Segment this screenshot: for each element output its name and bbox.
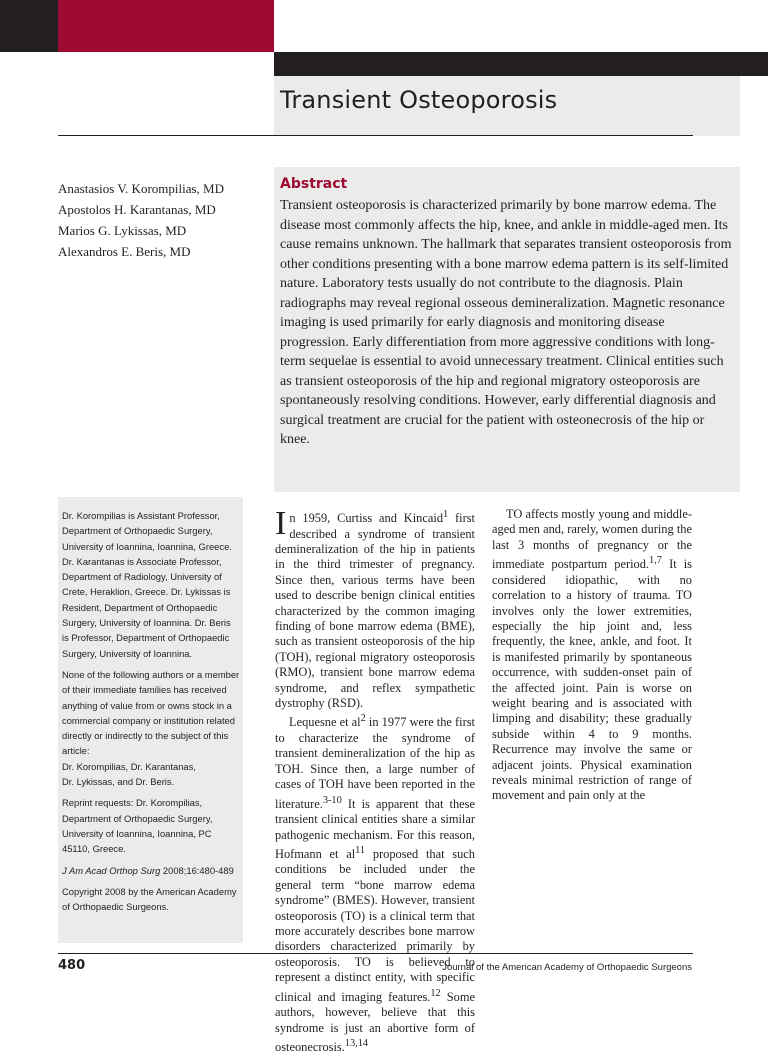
body-paragraph [275,711,475,1055]
disclosure-names: Dr. Korompilias, Dr. Karantanas, [62,760,196,772]
body-text: TO affects mostly young and middle-aged men and, rarely, women during the last 3 months of pregnancy or the immediate postpartum period. [492,507,692,572]
disclosure [62,667,240,789]
body-text: It is considered idiopathic, with no correlation to a history of trauma. TO involves only the lower extremities, especially the hip joint and, less frequently, the knee, ankle, and foot. It is manifested primarily by spontaneous occurrence, with sudden-onset pain of the affected joint. Pain is worse on weight bearing and is associated with limping and disability; these gradually subside within 4 to 9 months. Recurrence may involve the same or adjacent joints. Physical examination reveals minimal restriction of range of movement and pain only at the [492,557,693,803]
reference: 13,14 [344,1038,369,1050]
citation [62,863,240,878]
top-rule [58,135,693,136]
article-title: Transient Osteoporosis [280,86,558,114]
disclosure-names: Dr. Lykissas, and Dr. Beris. [62,776,175,788]
drop-cap: I [275,505,287,542]
header-block-red [58,0,274,52]
disclosure-text: None of the following authors or a member of their immediate families has received anything of value from or owns stock in a commercial company or institution related directly or indirectly to the subject of this article: [62,668,240,757]
body-text: It is apparent that these transient clinical entities share a similar pathogenic mechanism. For this reason, Hofmann et al [275,796,475,862]
citation-details: 2008;16:480-489 [160,864,234,876]
reference: 11 [355,844,366,856]
abstract-text: Transient osteoporosis is characterized primarily by bone marrow edema. The disease most commonly affects the hip, knee, and ankle in middle-aged men. Its cause remains unknown. The hallmark that separates transient osteoporosis from other conditions presenting with a bone marrow edema pattern is its self-limited nature. Laboratory tests usually do not contribute to the diagnosis. Plain radiographs may reveal regional osseous demineralization. Magnetic resonance imaging is used primarily for early diagnosis and monitoring disease progression. Early differentiation from more aggressive conditions with long-term sequelae is essential to avoid unnecessary treatment. Clinical entities such as transient osteoporosis of the hip and regional migratory osteoporosis are spontaneously resolving conditions. However, early differential diagnosis and surgical treatment are crucial for the patient with osteonecrosis of the hip or knee. [280,198,732,447]
page-number: 480 [58,958,86,973]
body-text: proposed that such conditions be included under the general term “bone marrow edema syndrome” (BMES). However, transient osteoporosis (TO) is a clinical term that more accurately describes bone marrow disorders characterized primarily by osteoporosis. TO is believed to represent a distinct entity, with specific clinical and imaging features. [275,847,475,1004]
author-info-sidebar [62,508,240,920]
bottom-rule [58,953,693,954]
body-text: Some authors, however, believe that this syndrome is just an abortive form of osteonecrosis. [275,989,475,1055]
reference: 2 [360,713,366,725]
copyright: Copyright 2008 by the American Academy of Orthopaedic Surgeons. [62,885,237,913]
body-text: in 1977 were the first to characterize the syndrome of transient demineralization of the hip as TOH. Since then, a large number of cases of TOH have been reported in the literature. [275,715,475,811]
body-paragraph [275,507,475,711]
abstract-heading: Abstract [280,176,348,192]
author-name: Alexandros E. Beris, MD [58,244,191,259]
header-block-black [0,0,58,52]
body-text: n 1959, Curtiss and Kincaid [289,511,444,526]
reference: 3-10 [322,794,342,806]
reference: 1 [443,509,449,520]
author-list [58,178,224,262]
body-paragraph [492,507,692,804]
affiliations: Dr. Korompilias is Assistant Professor, Department of Orthopaedic Surgery, University of Ioannina, Ioannina, Greece. Dr. Karantanas is Associate Professor, Department of Radiology, University of Crete, Heraklion, Greece. Dr. Lykissas is Resident, Department of Orthopaedic Surgery, University of Ioannina. Dr. Beris is Professor, Department of Orthopaedic Surgery, University of Ioannina. [62,510,232,659]
reference: 12 [430,987,441,999]
journal-name: Journal of the American Academy of Orthopaedic Surgeons [442,962,692,973]
citation-journal: J Am Acad Orthop Surg [62,864,161,876]
body-text: Lequesne et al [289,715,361,730]
header-bar [274,52,768,76]
reprint-requests: Reprint requests: Dr. Korompilias, Department of Orthopaedic Surgery, University of Ioannina, Ioannina, PC 45110, Greece. [62,797,213,855]
body-text: first described a syndrome of transient demineralization of the hip in patients in the third trimester of pregnancy. Since then, various terms have been used to describe benign clinical entities characterized by the common imaging finding of bone marrow edema (BME), such as transient osteoporosis of the hip (TOH), regional migratory osteoporosis (RMO), transient bone marrow edema syndrome, and reflex sympathetic dystrophy (RSD). [275,511,475,710]
author-name: Apostolos H. Karantanas, MD [58,202,216,217]
body-column-1 [275,507,475,1056]
author-name: Marios G. Lykissas, MD [58,223,187,238]
body-column-2 [492,507,692,804]
reference: 1,7 [649,555,662,567]
author-name: Anastasios V. Korompilias, MD [58,181,224,196]
